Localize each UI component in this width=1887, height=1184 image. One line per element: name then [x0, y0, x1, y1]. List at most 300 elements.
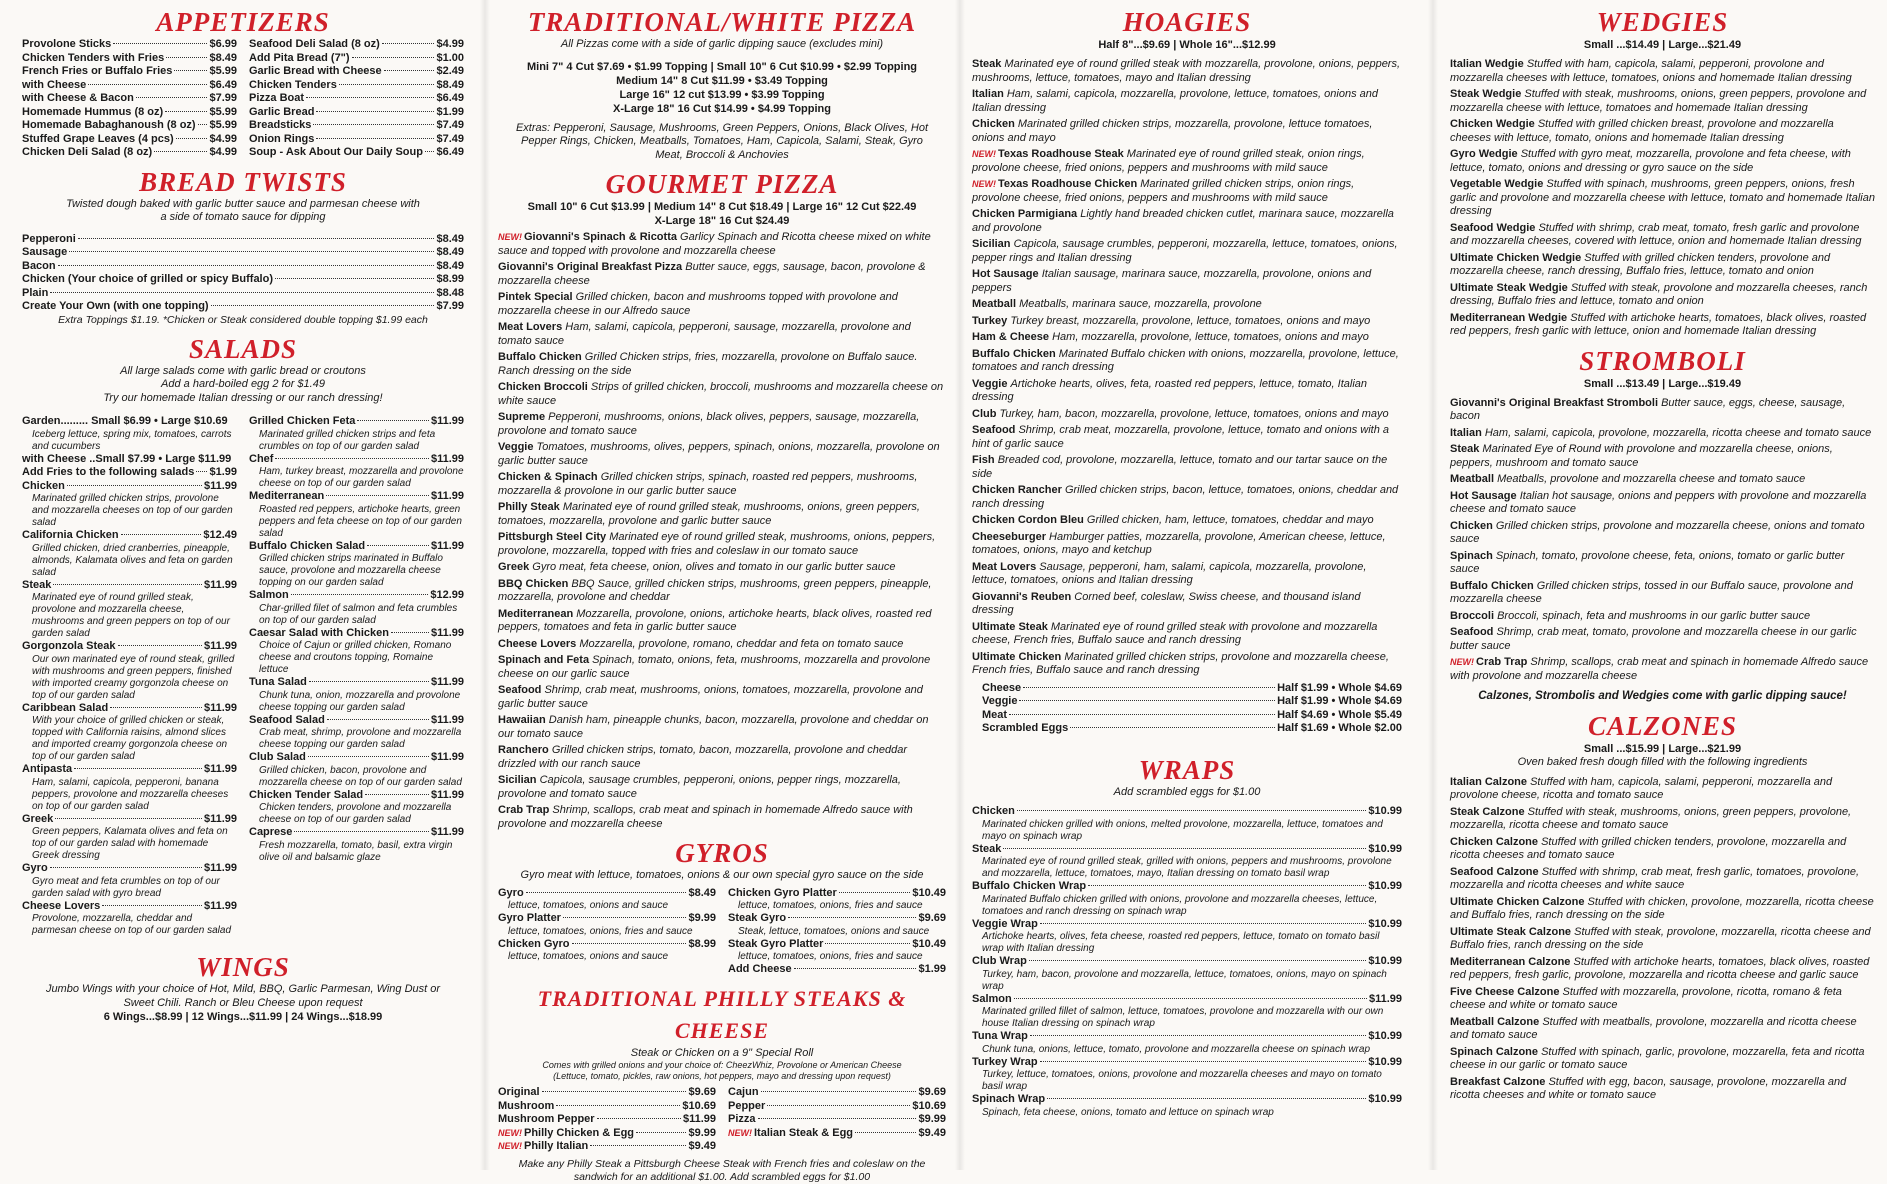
menu-item-row — [22, 52, 237, 66]
item-description: Stuffed with shrimp, crab meat, tomato, fresh garlic and provolone and mozzarella cheeses, covered with lettuce, onion and homemade Italian dressing — [1450, 221, 1862, 247]
item-name: Seafood Salad — [249, 713, 325, 726]
menu-item — [972, 88, 1402, 115]
item-description: Stuffed with mozzarella, provolone, ricotta, romano & feta cheese and white or tomato sauce — [1450, 985, 1842, 1011]
item-name: Veggie — [498, 441, 534, 453]
menu-item-row — [728, 938, 946, 952]
item-price: $11.99 — [203, 862, 237, 874]
section-title: SALADS — [188, 333, 298, 364]
item-name: Steak Calzone — [1450, 805, 1525, 818]
dot-leader — [382, 43, 435, 44]
page-fold — [480, 0, 490, 1170]
gourmet-pizza-list — [498, 231, 946, 831]
item-name: Breadsticks — [249, 119, 312, 131]
item-description: Pepperoni, mushrooms, onions, black olives, peppers, sausage, mozzarella, provolone and tomato sauce — [498, 411, 920, 437]
dot-leader — [1019, 700, 1275, 701]
item-description: lettuce, tomatoes, onions, fries and sauce — [738, 951, 923, 962]
item-name: Mediterranean — [498, 607, 574, 620]
menu-item — [1450, 443, 1875, 470]
item-name: Italian Calzone — [1450, 775, 1528, 788]
menu-item-row — [22, 300, 464, 314]
traditional-pizza-section — [498, 6, 946, 162]
dot-leader — [211, 305, 435, 306]
item-name: Hot Sausage — [972, 268, 1039, 280]
item-price: $11.99 — [430, 751, 464, 763]
item-price: $11.99 — [430, 826, 464, 838]
item-name: Pepper — [728, 1099, 766, 1112]
item-description: Grilled chicken strips, bacon, lettuce, tomatoes, onions, cheddar and ranch dressing — [972, 484, 1399, 510]
item-name: Add Pita Bread (7") — [249, 51, 350, 64]
menu-item-row — [972, 955, 1402, 969]
new-badge: NEW! — [972, 179, 996, 189]
dot-leader — [1003, 848, 1366, 849]
item-description: Italian hot sausage, onions and peppers with provolone and mozzarella cheese and tomato sauce — [1450, 489, 1867, 515]
item-description: Strips of grilled chicken, broccoli, mushrooms and mozzarella cheese on white sauce — [498, 381, 944, 407]
item-price: $8.49 — [436, 78, 464, 91]
menu-item-row — [249, 38, 464, 52]
pizza-size-line: Medium 14" 8 Cut $11.99 • $3.49 Topping — [616, 74, 828, 87]
hoagies-list — [972, 58, 1402, 678]
menu-item — [972, 331, 1402, 345]
item-description: Turkey, ham, bacon, provolone and mozzarella, lettuce, tomatoes, onions, mayo on spinach wrap — [982, 968, 1387, 992]
item-description: Marinated grilled chicken strips, provolone and mozzarella cheeses on top of our garden salad — [32, 493, 233, 528]
item-price: $8.49 — [436, 232, 464, 245]
menu-column-4 — [1450, 6, 1875, 1170]
item-name: Ranchero — [498, 744, 549, 756]
item-description: Stuffed with artichoke hearts, tomatoes, black olives, roasted red peppers, fresh garlic, provolone, mozzarella and ricotta cheese and garlic sauce — [1450, 955, 1870, 981]
item-description: Roasted red peppers, artichoke hearts, green peppers and feta cheese on top of our garden salad — [259, 503, 462, 539]
section-subtitle: Add scrambled eggs for $1.00 — [1113, 785, 1261, 798]
item-name: Philly Steak — [498, 501, 560, 513]
menu-column-3 — [972, 6, 1402, 1170]
item-price: $11.99 — [203, 701, 237, 714]
item-name: Italian — [972, 88, 1004, 100]
item-name: Salmon — [249, 589, 289, 601]
menu-item — [972, 591, 1402, 618]
item-name: Texas Roadhouse Chicken — [998, 178, 1138, 190]
menu-item-row — [728, 1100, 946, 1114]
menu-item — [972, 378, 1402, 405]
item-description: Sausage, pepperoni, ham, salami, capicola, mozzarella, provolone, lettuce, tomatoes, onions and Italian dressing — [972, 560, 1367, 586]
menu-item — [1450, 776, 1875, 803]
appetizers-right-list — [249, 38, 464, 160]
item-price: $7.99 — [436, 300, 464, 312]
item-description: Chicken tenders, provolone and mozzarella cheese on top of our garden salad — [259, 802, 452, 825]
item-name: Chicken Gyro Platter — [728, 886, 837, 899]
item-description: Shrimp, crab meat, mushrooms, onions, tomatoes, mozzarella, provolone and garlic butter sauce — [498, 684, 923, 710]
item-price: $8.49 — [209, 51, 237, 64]
salads-right-list — [249, 415, 464, 937]
item-description: Turkey, ham, bacon, mozzarella, provolone, lettuce, tomatoes, onions and mayo — [999, 407, 1389, 420]
dot-leader — [590, 1145, 686, 1146]
hoagie-addons — [972, 682, 1402, 736]
dot-leader — [572, 943, 687, 944]
menu-item-row — [22, 900, 237, 914]
dot-leader — [102, 905, 202, 906]
menu-item-row — [22, 813, 237, 827]
item-name: Scrambled Eggs — [982, 722, 1069, 734]
item-name: Meatball Calzone — [1450, 1015, 1540, 1028]
menu-item — [1450, 252, 1875, 279]
menu-item — [498, 411, 946, 438]
item-price: $10.99 — [1368, 1093, 1402, 1105]
menu-item — [498, 684, 946, 711]
menu-item — [1450, 312, 1875, 339]
dot-leader — [154, 151, 207, 152]
item-name: Pintek Special — [498, 291, 573, 303]
section-note: Make any Philly Steak a Pittsburgh Cheese Steak with French fries and coleslaw on the sandwich for an additional $1.00. Add scrambled eggs for $1.00 — [518, 1157, 926, 1183]
menu-item-row — [728, 963, 946, 977]
item-description: Shrimp, crab meat, tomato, provolone and mozzarella cheese in our garlic butter sauce — [1450, 626, 1857, 652]
item-name: BBQ Chicken — [498, 577, 569, 590]
menu-item-row — [249, 826, 464, 840]
item-name: Philly Chicken & Egg — [524, 1126, 635, 1139]
item-description: Stuffed with ham, capicola, salami, pepperoni, mozzarella and provolone cheese, ricotta and tomato sauce — [1450, 775, 1833, 801]
item-name: Mushroom Pepper — [498, 1113, 595, 1125]
item-name: Cheese — [982, 681, 1022, 694]
dot-leader — [174, 70, 207, 71]
item-description: Marinated eye of round grilled steak, onion rings, provolone cheese, fried onions, peppers and mushrooms with mild sauce — [972, 148, 1365, 174]
item-description: Grilled chicken strips marinated in Buffalo sauce, provolone and mozzarella cheese topping on our garden salad — [259, 553, 443, 588]
item-name: with Cheese — [22, 78, 87, 91]
section-title: WRAPS — [1138, 754, 1236, 785]
menu-item — [498, 714, 946, 741]
item-description: Stuffed with ham, capicola, salami, pepperoni, provolone and mozzarella cheeses with lettuce, tomatoes, onions and homemade Italian dressing — [1450, 58, 1852, 84]
menu-item-row — [498, 912, 716, 926]
menu-item — [1450, 806, 1875, 833]
dot-leader — [391, 632, 429, 633]
item-price: $6.49 — [436, 146, 464, 158]
menu-item — [972, 651, 1402, 678]
menu-item — [498, 561, 946, 575]
item-price: $11.99 — [203, 640, 237, 652]
menu-item-row — [728, 1113, 946, 1127]
menu-item-row — [22, 480, 237, 494]
item-description: Chunk tuna, onions, lettuce, tomato, provolone and mozzarella cheese on spinach wrap — [982, 1043, 1371, 1055]
menu-item-row — [728, 1127, 946, 1141]
item-description: Breaded cod, provolone, mozzarella, lettuce, tomato and our tartar sauce on the side — [972, 454, 1388, 480]
item-description: BBQ Sauce, grilled chicken strips, mushrooms, green peppers, pineapple, mozzarella, provolone and cheddar — [498, 577, 932, 603]
item-name: Steak — [972, 842, 1002, 855]
item-name: Plain — [22, 286, 49, 299]
item-name: Pizza Boat — [249, 92, 305, 104]
menu-item-row — [249, 714, 464, 728]
item-description: Marinated eye of round grilled steak, grilled with onions, peppers and mushrooms, provolone and mozzarella, lettuce, tomatoes, mayo, Italian dressing on tomato basil wrap — [982, 856, 1392, 879]
dot-leader — [275, 458, 429, 459]
menu-item-row — [249, 789, 464, 803]
item-name: Crab Trap — [498, 804, 550, 816]
item-price: $1.99 — [209, 466, 237, 478]
item-name: Bacon — [22, 259, 56, 272]
menu-item-row — [22, 146, 237, 160]
item-name: Broccoli — [1450, 609, 1495, 622]
menu-item — [972, 58, 1402, 85]
new-badge: NEW! — [498, 1141, 522, 1151]
item-name: Steak Gyro — [728, 912, 787, 924]
menu-item — [1450, 610, 1875, 624]
item-description: Fresh mozzarella, tomato, basil, extra virgin olive oil and balsamic glaze — [259, 839, 453, 863]
item-name: Hawaiian — [498, 714, 546, 726]
item-name: Seafood Deli Salad (8 oz) — [249, 38, 380, 50]
item-name: Greek — [22, 812, 54, 825]
item-description: Grilled chicken, bacon and mushrooms topped with provolone and mozzarella cheese in our Alfredo sauce — [498, 291, 898, 317]
menu-item-row — [22, 119, 237, 133]
item-description: Stuffed with gyro meat, mozzarella, provolone and feta cheese, with lettuce, tomato, onions and dressing or gyro sauce on the side — [1450, 148, 1851, 174]
menu-item-row — [249, 751, 464, 765]
menu-item-row — [249, 52, 464, 66]
item-name: Seafood — [498, 684, 542, 696]
item-name: Cajun — [728, 1086, 759, 1098]
menu-item — [1450, 1076, 1875, 1103]
item-name: Steak Gyro Platter — [728, 937, 824, 950]
item-description: Marinated Buffalo chicken grilled with onions, provolone and mozzarella cheeses, lettuce, tomatoes and ranch dressing on spinach wrap — [982, 893, 1378, 917]
item-description: Grilled Chicken strips, fries, mozzarella, provolone on Buffalo sauce. Ranch dressing on the side — [498, 351, 918, 377]
item-name: Ultimate Steak — [972, 620, 1048, 633]
item-description: Marinated eye of round grilled steak, mushrooms, onions, peppers, provolone, mozzarella, topped with fries and coleslaw in our tomato sauce — [498, 531, 936, 557]
item-description: Stuffed with grilled chicken tenders, provolone and mozzarella cheese, ranch dressing, Buffalo fries, lettuce, tomato and onion — [1450, 251, 1831, 277]
item-description: Stuffed with spinach, mushrooms, green peppers, onions, fresh garlic and provolone and mozzarella cheese with lettuce, tomato and homemade Italian dressing — [1450, 178, 1875, 217]
item-description: Marinated eye of round grilled steak, provolone and mozzarella cheese, mushrooms and green peppers on top of our garden salad — [32, 592, 230, 639]
dot-leader — [118, 645, 202, 646]
menu-item-row — [249, 133, 464, 147]
menu-item-row — [249, 106, 464, 120]
item-price: $8.49 — [436, 246, 464, 258]
dot-leader — [1088, 885, 1366, 886]
item-name: Ultimate Steak Calzone — [1450, 925, 1572, 938]
menu-item — [498, 291, 946, 318]
item-description: Mozzarella, provolone, onions, artichoke hearts, black olives, roasted red peppers, tomatoes and feta in garlic butter sauce — [498, 607, 932, 633]
item-price: $10.99 — [1368, 842, 1402, 855]
menu-item — [972, 315, 1402, 329]
dot-leader — [1029, 960, 1367, 961]
menu-item-row — [22, 106, 237, 120]
dot-leader — [425, 151, 435, 152]
item-price: $1.99 — [436, 105, 464, 118]
menu-item-row — [972, 993, 1402, 1007]
dot-leader — [1023, 687, 1275, 688]
item-name: Steak — [1450, 443, 1480, 455]
menu-item — [1450, 58, 1875, 85]
item-description: Turkey breast, mozzarella, provolone, lettuce, tomatoes, onions and mayo — [1010, 314, 1371, 327]
menu-item — [1450, 896, 1875, 923]
item-name: Chicken Tenders with Fries — [22, 51, 165, 64]
item-price: $9.99 — [688, 912, 716, 924]
menu-item — [1450, 490, 1875, 517]
item-name: with Cheese ..Small $7.99 • Large $11.99 — [22, 452, 232, 465]
menu-item-row — [728, 1086, 946, 1100]
menu-column-1 — [22, 6, 464, 1170]
item-description: Marinated eye of round grilled steak with provolone and mozzarella cheese, French fries, Buffalo sauce and ranch dressing — [972, 620, 1378, 646]
item-name: Greek — [498, 561, 530, 573]
item-price: $10.49 — [912, 886, 946, 899]
menu-item — [498, 471, 946, 498]
dot-leader — [78, 238, 435, 239]
menu-item — [498, 774, 946, 801]
item-price: $11.99 — [430, 788, 464, 801]
dot-leader — [839, 892, 911, 893]
item-price: $11.99 — [203, 812, 237, 825]
item-description: Stuffed with shrimp, crab meat, fresh garlic, tomatoes, provolone, mozzarella and ricotta cheeses and white sauce — [1450, 865, 1859, 891]
menu-item — [498, 608, 946, 635]
menu-item — [972, 148, 1402, 175]
item-price: $8.49 — [688, 886, 716, 899]
item-price: $11.99 — [203, 578, 237, 591]
new-badge: NEW! — [498, 1127, 522, 1138]
item-name: Homemade Hummus (8 oz) — [22, 105, 164, 118]
item-price: $9.69 — [688, 1086, 716, 1098]
dot-leader — [198, 124, 208, 125]
item-name: Giovanni's Reuben — [972, 590, 1072, 603]
item-name: Gyro Platter — [498, 912, 561, 924]
menu-item-row — [22, 273, 464, 287]
item-name: Tuna Salad — [249, 676, 307, 688]
stromboli-sizes: Small ...$13.49 | Large...$19.49 — [1583, 377, 1742, 390]
item-name: Gyro — [22, 862, 48, 874]
dot-leader — [275, 278, 434, 279]
item-name: French Fries or Buffalo Fries — [22, 65, 173, 77]
wedgies-list — [1450, 58, 1875, 339]
menu-item-row — [22, 702, 237, 716]
item-price: $10.69 — [682, 1099, 716, 1112]
item-description: lettuce, tomatoes, onions and sauce — [508, 900, 669, 911]
item-name: Veggie — [972, 377, 1008, 390]
item-name: Vegetable Wedgie — [1450, 178, 1544, 190]
item-description: Choice of Cajun or grilled chicken, Romano cheese and croutons topping, Romaine lettuce — [259, 640, 452, 675]
section-title: BREAD TWISTS — [139, 166, 347, 197]
dot-leader — [526, 892, 687, 893]
menu-item — [1450, 148, 1875, 175]
menu-item — [1450, 656, 1875, 683]
section-subtitle: All large salads come with garlic bread or croutons — [120, 364, 366, 377]
item-name: Caesar Salad with Chicken — [249, 626, 389, 639]
item-description: Iceberg lettuce, spring mix, tomatoes, carrots and cucumbers — [32, 428, 232, 452]
item-price: Half $1.99 • Whole $4.69 — [1277, 695, 1402, 707]
item-price: $12.49 — [203, 529, 237, 541]
menu-item — [498, 441, 946, 468]
new-badge: NEW! — [1450, 657, 1474, 667]
item-name: Ultimate Steak Wedgie — [1450, 281, 1568, 294]
item-description: With your choice of grilled chicken or steak, topped with California raisins, almond slices and imported creamy gorgonzola cheese on top of our garden salad — [32, 715, 228, 762]
stromboli-section — [1450, 345, 1875, 705]
bread-twists-list — [22, 233, 464, 314]
item-name: Garlic Bread — [249, 105, 315, 118]
item-name: Chicken — [972, 805, 1015, 817]
section-title: HOAGIES — [1122, 7, 1252, 37]
item-name: Chef — [249, 452, 274, 465]
item-name: Chicken Broccoli — [498, 381, 588, 393]
menu-column-2 — [498, 6, 946, 1183]
item-price: $4.99 — [209, 132, 237, 145]
menu-item-row — [498, 938, 716, 952]
section-subtitle: All Pizzas come with a side of garlic dipping sauce (excludes mini) — [560, 38, 884, 50]
item-name: Grilled Chicken Feta — [249, 415, 356, 427]
menu-item-row — [249, 589, 464, 603]
item-name: Buffalo Chicken Salad — [249, 539, 366, 552]
philly-section — [498, 983, 946, 1184]
item-name: Cheese Lovers — [498, 637, 577, 650]
item-price: $10.49 — [912, 937, 946, 950]
item-name: Meat Lovers — [498, 321, 563, 333]
item-name: Garlic Bread with Cheese — [249, 65, 382, 77]
item-description: Gyro meat and feta crumbles on top of our garden salad with gyro bread — [32, 875, 220, 899]
item-price: $10.99 — [1368, 805, 1402, 817]
item-name: Club Wrap — [972, 955, 1027, 967]
item-price: Half $1.69 • Whole $2.00 — [1277, 722, 1402, 734]
item-name: Crab Trap — [1476, 656, 1528, 668]
menu-item — [498, 321, 946, 348]
item-price: $8.48 — [436, 286, 464, 299]
menu-item-row — [972, 1030, 1402, 1044]
menu-item — [972, 238, 1402, 265]
item-name: Gorgonzola Steak — [22, 640, 116, 652]
menu-item — [972, 454, 1402, 481]
menu-item-row — [22, 579, 237, 593]
gourmet-sizes — [498, 200, 946, 228]
wedgies-section — [1450, 6, 1875, 339]
item-price: $11.99 — [430, 713, 464, 726]
item-price: $11.99 — [430, 539, 464, 552]
menu-item-row — [982, 682, 1402, 696]
item-description: lettuce, tomatoes, onions, fries and sauce — [738, 900, 923, 911]
item-description: Shrimp, crab meat, mozzarella, provolone, lettuce, tomato and onions with a hint of garlic sauce — [972, 424, 1389, 450]
item-name: Sicilian — [498, 774, 537, 786]
dot-leader — [316, 111, 434, 112]
item-description: Stuffed with artichoke hearts, tomatoes, black olives, roasted red peppers, fresh garlic with lettuce, onion and homemade Italian dressing — [1450, 311, 1867, 337]
item-price: $9.49 — [688, 1140, 716, 1152]
menu-item-row — [22, 640, 237, 654]
menu-item-row — [22, 260, 464, 274]
item-name: California Chicken — [22, 529, 119, 541]
item-description: Marinated Eye of Round with provolone and mozzarella cheese, onions, peppers, mushroom and tomato sauce — [1450, 443, 1833, 469]
dot-leader — [357, 420, 429, 421]
wedgie-sizes: Small ...$14.49 | Large...$21.49 — [1583, 39, 1742, 51]
menu-item — [1450, 397, 1875, 424]
item-description: Stuffed with grilled chicken tenders, provolone, mozzarella and ricotta cheeses and tomato sauce — [1450, 835, 1847, 861]
item-name: Gyro — [498, 886, 524, 899]
item-name: Turkey — [972, 314, 1008, 327]
item-price: $10.99 — [1368, 1030, 1402, 1042]
item-name: Create Your Own (with one topping) — [22, 300, 209, 312]
item-description: Ham, mozzarella, provolone, lettuce, tomatoes, onions and mayo — [1052, 331, 1369, 343]
menu-item-row — [22, 233, 464, 247]
item-name: Giovanni's Original Breakfast Stromboli — [1450, 396, 1658, 409]
dot-leader — [55, 818, 202, 819]
item-name: Mediterranean — [249, 490, 325, 502]
item-price: Half $4.69 • Whole $5.49 — [1277, 708, 1402, 721]
item-description: Capicola, sausage crumbles, pepperoni, mozzarella, lettuce, tomatoes, onions, pepper rings and Italian dressing — [972, 238, 1398, 264]
item-name: Meat — [982, 708, 1008, 721]
item-name: Mushroom — [498, 1099, 555, 1112]
menu-item-row — [22, 862, 237, 876]
item-description: Butter sauce, eggs, sausage, bacon, provolone & mozzarella cheese — [498, 261, 926, 287]
item-price: $2.49 — [436, 65, 464, 77]
item-price: $11.99 — [203, 899, 237, 912]
item-name: Seafood — [1450, 626, 1494, 638]
menu-item-row — [498, 1113, 716, 1127]
section-title: GOURMET PIZZA — [605, 169, 839, 199]
item-description: Grilled chicken, bacon, provolone and mozzarella cheese on top of our garden salad — [259, 764, 462, 788]
item-price: $4.99 — [209, 146, 237, 158]
item-name: Spinach Calzone — [1450, 1045, 1539, 1058]
section-subtitle: Comes with grilled onions and your choice of: CheezWhiz, Provolone or American Cheese — [542, 1060, 902, 1070]
item-name: Chicken Cordon Bleu — [972, 514, 1084, 526]
menu-item-row — [498, 1100, 716, 1114]
menu-item — [972, 484, 1402, 511]
gyros-section — [498, 837, 946, 977]
item-description: Shrimp, scallops, crab meat and spinach in homemade Alfredo sauce with provolone and mozzarella cheese — [498, 804, 913, 830]
item-description: Artichoke hearts, olives, feta cheese, roasted red peppers, lettuce, tomato on tomato basil wrap with Italian dressing — [982, 931, 1380, 954]
dot-leader — [339, 84, 435, 85]
item-description: Marinated grilled chicken strips, onion rings, provolone cheese, fried onions, peppers and mushrooms with mild sauce — [972, 178, 1355, 204]
